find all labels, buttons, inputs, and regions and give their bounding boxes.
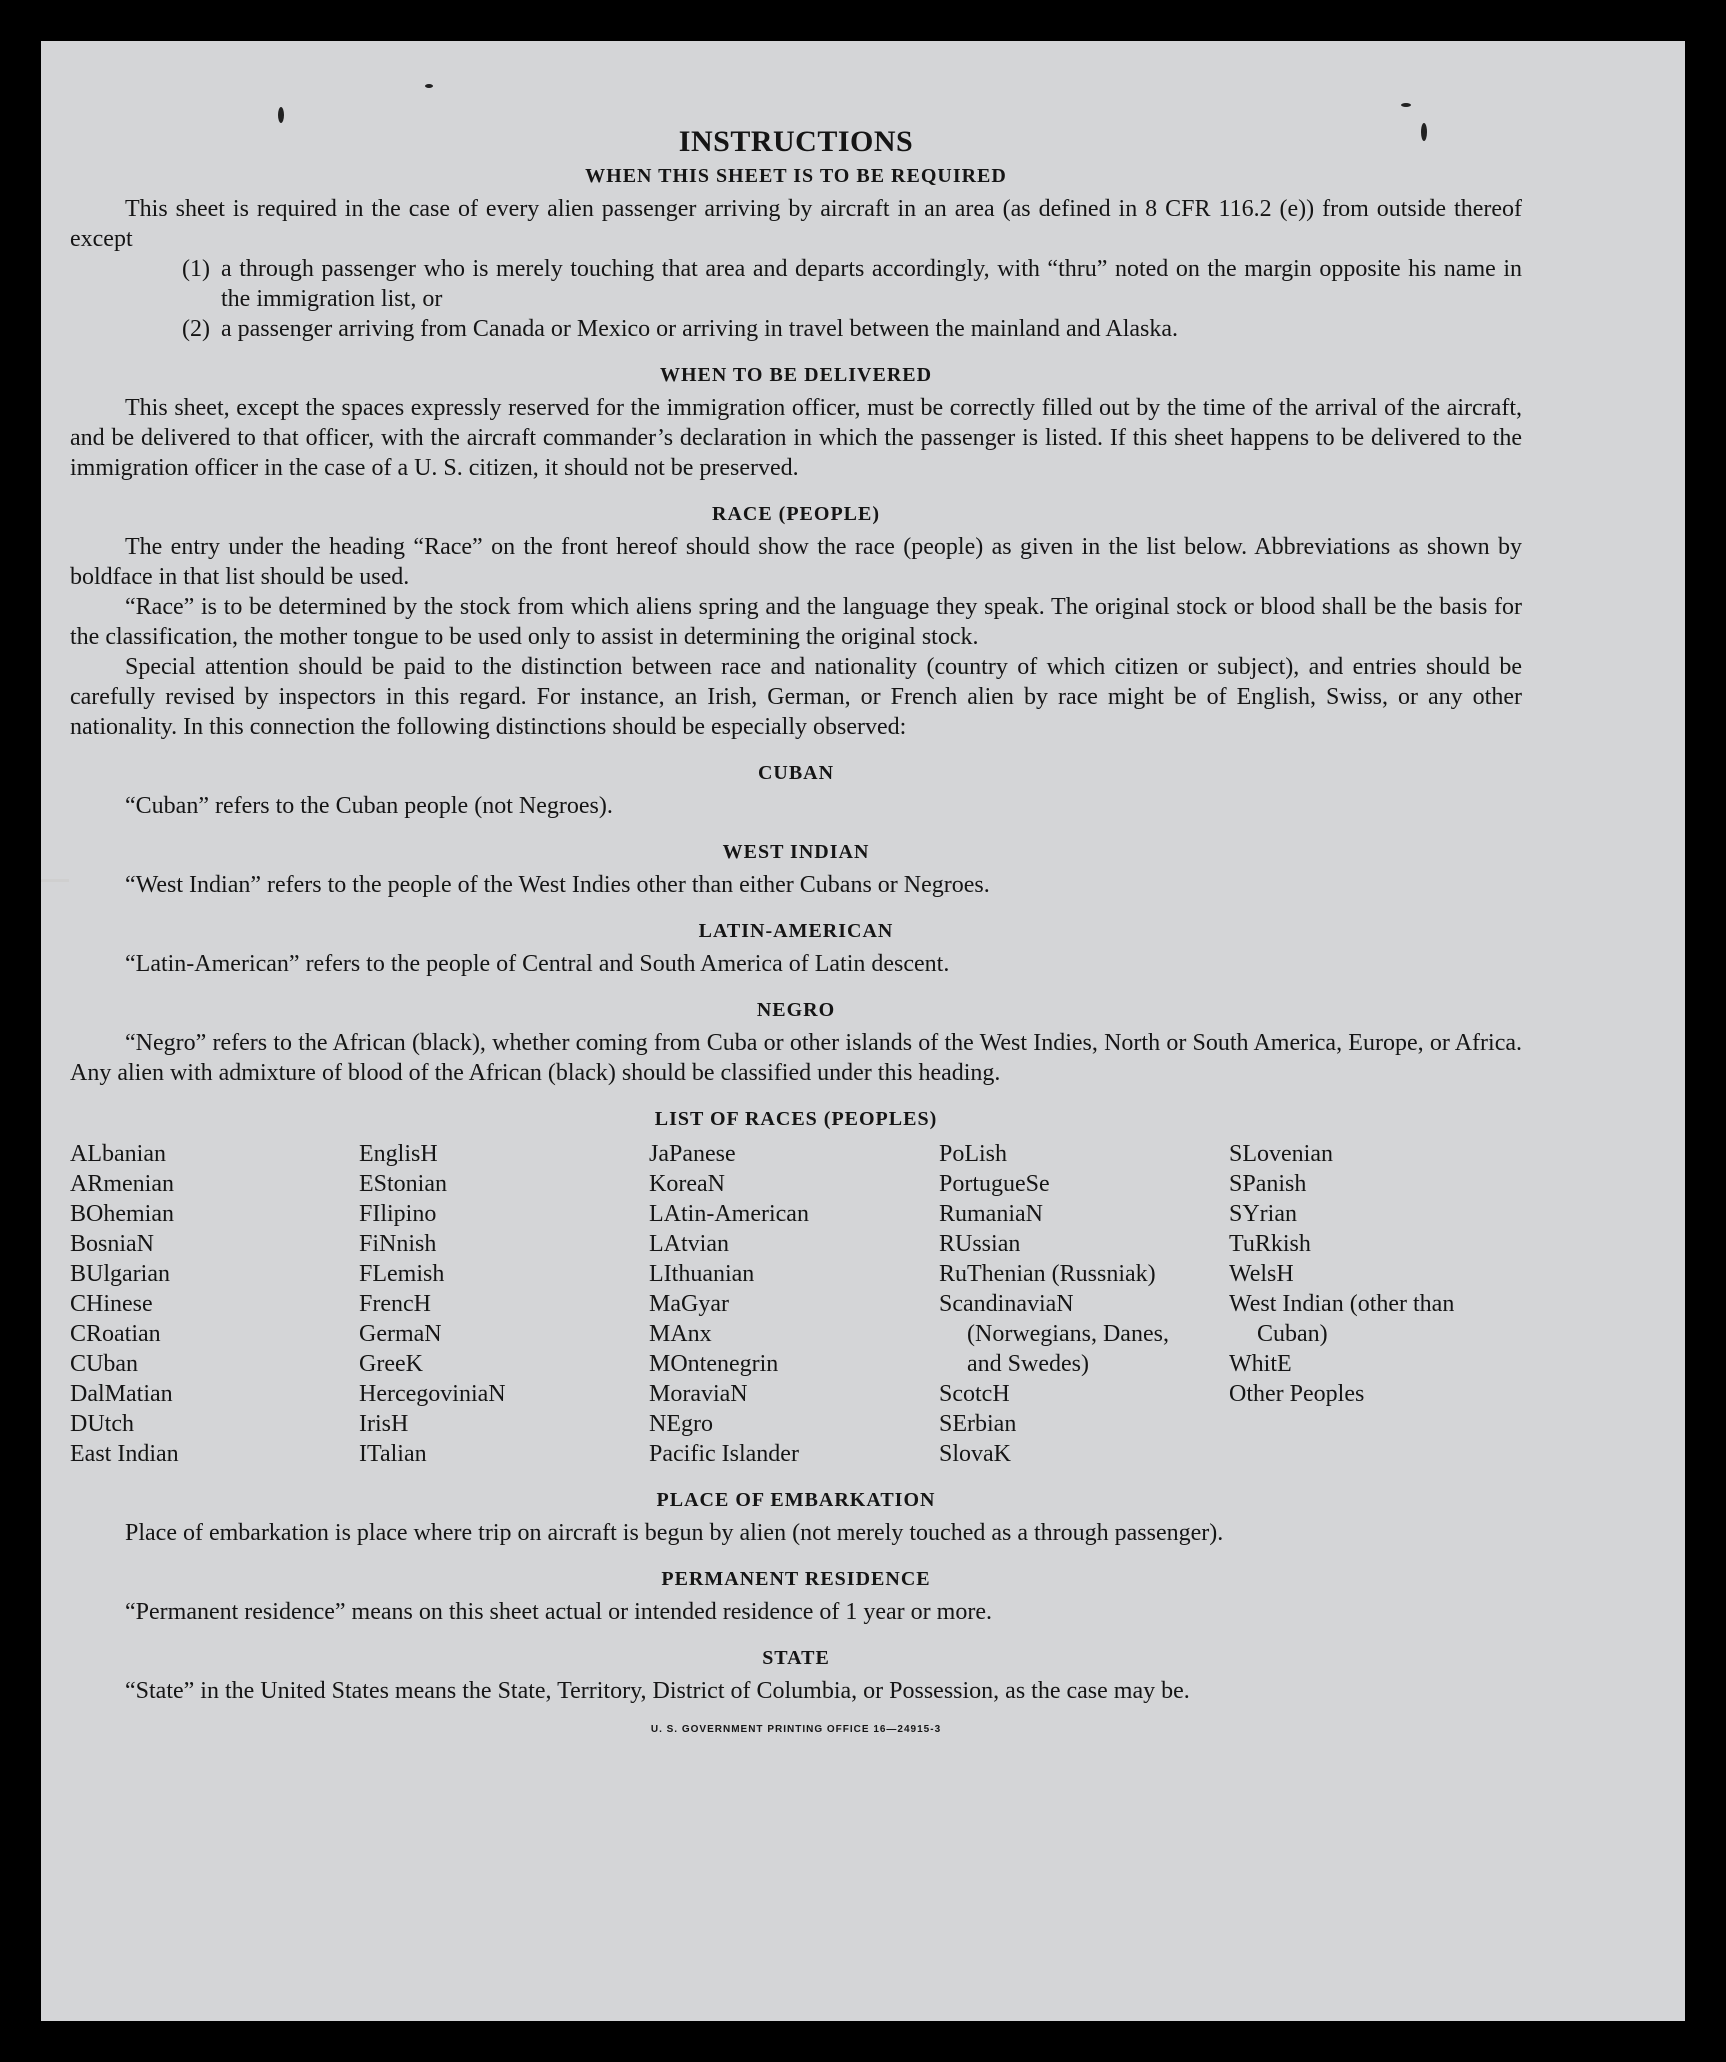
section-heading-west-indian: WEST INDIAN xyxy=(722,841,870,863)
race-item: EStonian xyxy=(359,1171,447,1197)
race-item: East Indian xyxy=(70,1441,179,1467)
race-paragraph: “Race” is to be determined by the stock from which aliens spring and the language they speak. The original stock or blood shall be the basis for the classification, the mother tongue to be used only to assist in determining the original stock. xyxy=(70,594,1522,650)
section-heading-delivered: WHEN TO BE DELIVERED xyxy=(659,364,933,386)
west-indian-text: “West Indian” refers to the people of the West Indies other than either Cubans or Negroes. xyxy=(125,872,990,898)
race-item: ScotcH xyxy=(939,1381,1010,1407)
race-item: Other Peoples xyxy=(1229,1381,1365,1407)
race-item: HercegoviniaN xyxy=(359,1381,506,1407)
race-item: FLemish xyxy=(359,1261,445,1287)
race-item: ScandinaviaN (Norwegians, Danes, and Swedes) xyxy=(939,1291,1169,1377)
race-item: MoraviaN xyxy=(649,1381,748,1407)
section-heading-embarkation: PLACE OF EMBARKATION xyxy=(656,1489,936,1511)
race-item: CRoatian xyxy=(70,1321,161,1347)
race-item: TuRkish xyxy=(1229,1231,1311,1257)
race-item: MaGyar xyxy=(649,1291,729,1317)
residence-text: “Permanent residence” means on this sheet actual or intended residence of 1 year or more. xyxy=(125,1599,992,1625)
race-item: SErbian xyxy=(939,1411,1017,1437)
section-heading-latin-american: LATIN-AMERICAN xyxy=(698,920,894,942)
race-item: RUssian xyxy=(939,1231,1021,1257)
race-item: IrisH xyxy=(359,1411,409,1437)
embarkation-text: Place of embarkation is place where trip on aircraft is begun by alien (not merely touched as a through passenger). xyxy=(125,1520,1224,1546)
race-item: SYrian xyxy=(1229,1201,1297,1227)
delivered-text: This sheet, except the spaces expressly reserved for the immigration officer, must be correctly filled out by the time of the arrival of the aircraft, and be delivered to that officer, with the aircraft commander’s declaration in which the passenger is listed. If this sheet happens to be delivered to the immigration officer in the case of a U. S. citizen, it should not be preserved. xyxy=(70,395,1522,481)
race-paragraph: Special attention should be paid to the distinction between race and nationality (country of which citizen or subject), and entries should be carefully revised by inspectors in this regard. For instance, an Irish, German, or French alien by race might be of English, Swiss, or any other nationality. In this connection the following distinctions should be especially observed: xyxy=(70,654,1522,740)
ink-speck xyxy=(425,84,433,88)
race-item: ARmenian xyxy=(70,1171,174,1197)
document-page xyxy=(41,41,1685,2021)
race-item: West Indian (other than Cuban) xyxy=(1229,1291,1455,1347)
races-column-5 xyxy=(1229,1139,1509,1469)
ink-speck xyxy=(278,107,284,123)
page-title: INSTRUCTIONS xyxy=(678,125,914,158)
race-item: ALbanian xyxy=(70,1141,166,1167)
race-item: LIthuanian xyxy=(649,1261,755,1287)
race-item: LAtvian xyxy=(649,1231,729,1257)
section-heading-list: LIST OF RACES (PEOPLES) xyxy=(654,1108,938,1130)
race-item: PortugueSe xyxy=(939,1171,1050,1197)
race-item: RuThenian (Russniak) xyxy=(939,1261,1156,1287)
race-item: GermaN xyxy=(359,1321,442,1347)
race-item: MAnx xyxy=(649,1321,712,1347)
races-column-4 xyxy=(939,1139,1204,1469)
section-heading-cuban: CUBAN xyxy=(757,762,835,784)
race-item: SlovaK xyxy=(939,1441,1011,1467)
race-item: FIlipino xyxy=(359,1201,437,1227)
race-item: Pacific Islander xyxy=(649,1441,799,1467)
race-item: SPanish xyxy=(1229,1171,1307,1197)
race-item: JaPanese xyxy=(649,1141,736,1167)
race-item: MOntenegrin xyxy=(649,1351,779,1377)
race-item: BUlgarian xyxy=(70,1261,170,1287)
races-column-3 xyxy=(649,1139,939,1469)
state-text: “State” in the United States means the State, Territory, District of Columbia, or Possession, as the case may be. xyxy=(125,1678,1190,1704)
section-heading-state: STATE xyxy=(762,1647,830,1669)
ink-speck xyxy=(1401,103,1411,107)
race-paragraph: The entry under the heading “Race” on the front hereof should show the race (people) as given in the list below. Abbreviations as shown by boldface in that list should be used. xyxy=(70,534,1522,590)
section-heading-residence: PERMANENT RESIDENCE xyxy=(661,1568,931,1590)
races-list xyxy=(70,1139,1522,1469)
required-item-2: (2) a passenger arriving from Canada or Mexico or arriving in travel between the mainland and Alaska. xyxy=(182,316,1178,342)
race-item: FrencH xyxy=(359,1291,431,1317)
race-item: CUban xyxy=(70,1351,138,1377)
race-item: CHinese xyxy=(70,1291,153,1317)
race-item: BosniaN xyxy=(70,1231,154,1257)
cuban-text: “Cuban” refers to the Cuban people (not Negroes). xyxy=(125,793,613,819)
race-item: DalMatian xyxy=(70,1381,173,1407)
latin-american-text: “Latin-American” refers to the people of Central and South America of Latin descent. xyxy=(125,951,950,977)
required-item-1: (1) a through passenger who is merely touching that area and departs accordingly, with “thru” noted on the margin opposite his name in the immigration list, or xyxy=(182,256,1522,312)
race-item: BOhemian xyxy=(70,1201,174,1227)
section-heading-required: WHEN THIS SHEET IS TO BE REQUIRED xyxy=(585,165,1007,187)
race-item: WhitE xyxy=(1229,1351,1292,1377)
race-item: PoLish xyxy=(939,1141,1008,1167)
section-heading-negro: NEGRO xyxy=(756,999,836,1021)
race-item: LAtin-American xyxy=(649,1201,809,1227)
section-heading-race: RACE (PEOPLE) xyxy=(712,503,880,525)
race-item: NEgro xyxy=(649,1411,713,1437)
required-intro: This sheet is required in the case of every alien passenger arriving by aircraft in an area (as defined in 8 CFR 116.2 (e)) from outside thereof except xyxy=(70,196,1522,252)
race-item: FiNnish xyxy=(359,1231,437,1257)
race-item: EnglisH xyxy=(359,1141,438,1167)
margin-mark xyxy=(41,879,69,882)
race-item: WelsH xyxy=(1229,1261,1294,1287)
instructions-content xyxy=(70,125,1522,1735)
negro-text: “Negro” refers to the African (black), whether coming from Cuba or other islands of the West Indies, North or South America, Europe, or Africa. Any alien with admixture of blood of the African (black) should be classified under this heading. xyxy=(70,1030,1522,1086)
printing-office-footer: U. S. GOVERNMENT PRINTING OFFICE 16—24915-3 xyxy=(650,1724,942,1735)
race-item: SLovenian xyxy=(1229,1141,1333,1167)
race-item: DUtch xyxy=(70,1411,134,1437)
races-column-2 xyxy=(359,1139,649,1469)
races-column-1 xyxy=(70,1139,359,1469)
race-item: RumaniaN xyxy=(939,1201,1043,1227)
race-item: ITalian xyxy=(359,1441,427,1467)
race-item: KoreaN xyxy=(649,1171,725,1197)
race-item: GreeK xyxy=(359,1351,423,1377)
